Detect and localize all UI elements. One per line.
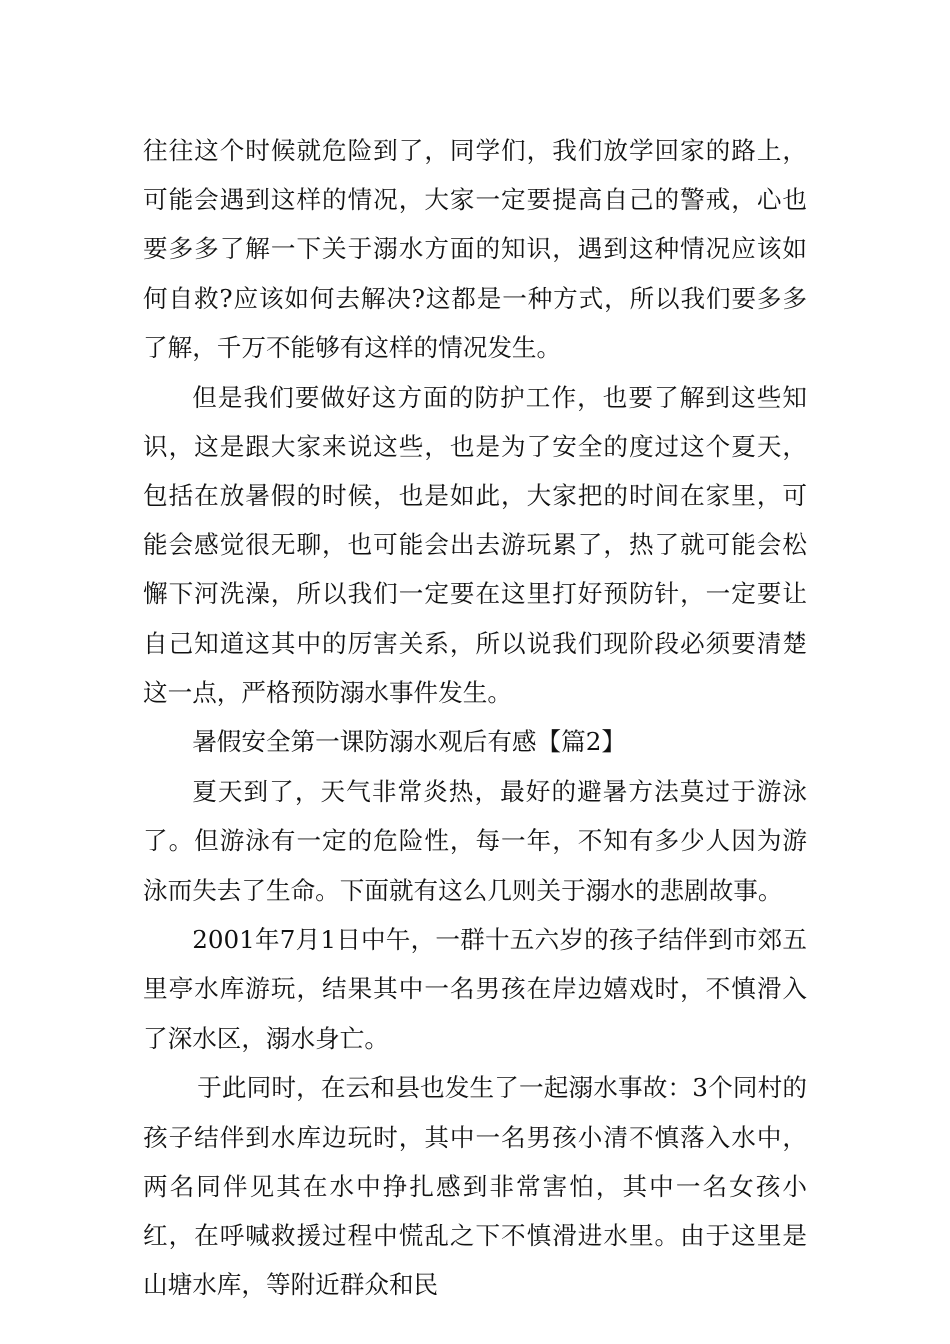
section-heading: 暑假安全第一课防溺水观后有感【篇2】 — [192, 727, 626, 757]
paragraph-1: 往往这个时候就危险到了，同学们，我们放学回家的路上，可能会遇到这样的情况，大家一定要提高自己的警戒，心也要多多了解一下关于溺水方面的知识，遇到这种情况应该如何自救?应该如何去解决?这都是一种方式，所以我们要多多了解，千万不能够有这样的情况发生。 — [143, 136, 807, 362]
paragraph-5: 于此同时，在云和县也发生了一起溺水事故：3个同村的孩子结伴到水库边玩时，其中一名男孩小清不慎落入水中，两名同伴见其在水中挣扎感到非常害怕，其中一名女孩小红，在呼喊救援过程中慌乱之下不慎滑进水里。由于这里是山塘水库，等附近群众和民 — [143, 1073, 807, 1300]
paragraph-4: 2001年7月1日中午，一群十五六岁的孩子结伴到市郊五里亭水库游玩，结果其中一名男孩在岸边嬉戏时，不慎滑入了深水区，溺水身亡。 — [143, 925, 807, 1053]
paragraph-2: 但是我们要做好这方面的防护工作，也要了解到这些知识，这是跟大家来说这些，也是为了安全的度过这个夏天，包括在放暑假的时候，也是如此，大家把的时间在家里，可能会感觉很无聊，也可能会出去游玩累了，热了就可能会松懈下河洗澡，所以我们一定要在这里打好预防针，一定要让自己知道这其中的厉害关系，所以说我们现阶段必须要清楚这一点，严格预防溺水事件发生。 — [143, 382, 807, 707]
paragraph-3: 夏天到了，天气非常炎热，最好的避暑方法莫过于游泳了。但游泳有一定的危险性，每一年，不知有多少人因为游泳而失去了生命。下面就有这么几则关于溺水的悲剧故事。 — [143, 777, 807, 905]
document-body — [143, 126, 807, 1310]
